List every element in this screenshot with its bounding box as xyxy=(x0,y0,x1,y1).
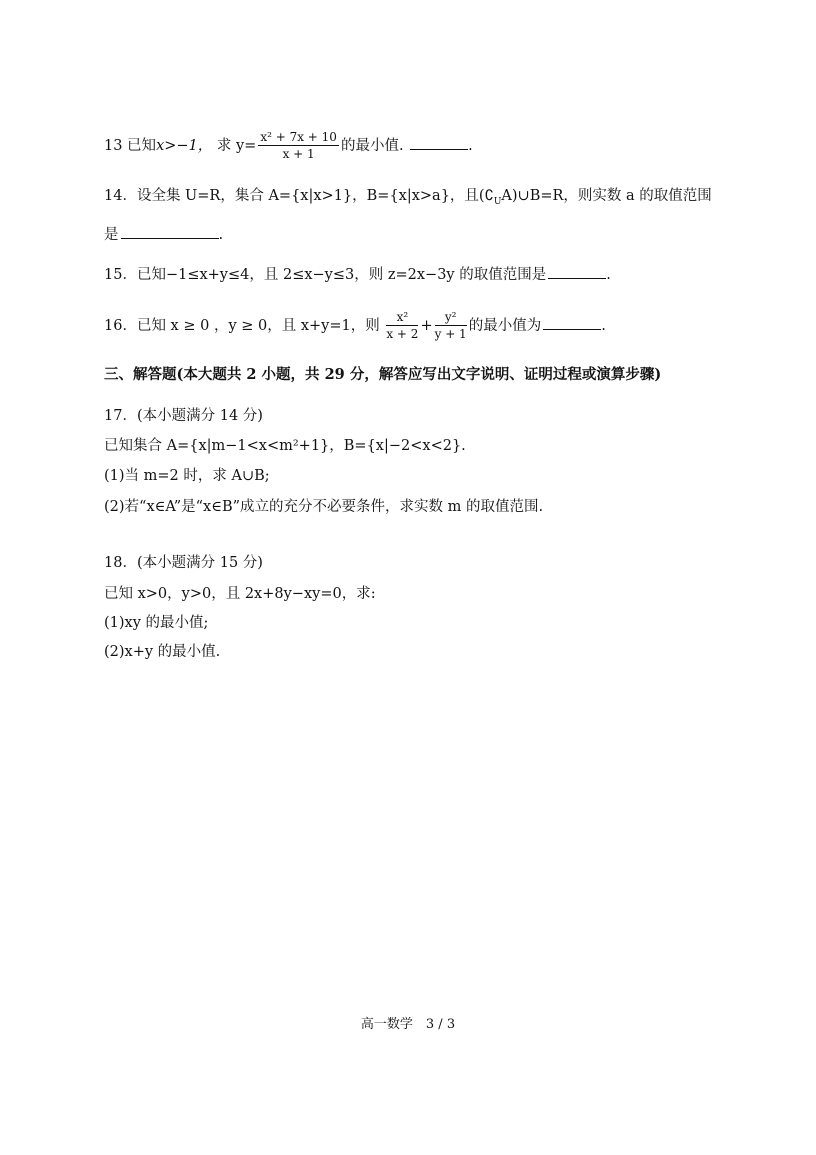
p17-line2: (1)当 m=2 时，求 A∪B; xyxy=(104,468,270,484)
p17-title: 17．(本小题满分 14 分) xyxy=(104,408,263,424)
p13-answer-blank[interactable] xyxy=(410,135,468,150)
p13-denominator: x + 1 xyxy=(282,147,315,161)
p16-answer-blank[interactable] xyxy=(543,315,601,330)
p16-plus: + xyxy=(420,318,433,334)
p14-text: 14．设全集 U=R，集合 A={x|x>1}，B={x|x>a}，且(∁ xyxy=(104,188,494,204)
p16-numerator-2: y² xyxy=(435,310,467,326)
p17-line1: 已知集合 A={x|m−1<x<m²+1}，B={x|−2<x<2}. xyxy=(104,438,466,454)
p16-denominator-1: x + 2 xyxy=(386,327,419,341)
problem-16 xyxy=(104,310,606,342)
problem-14 xyxy=(104,186,712,212)
p13-fraction xyxy=(258,130,339,162)
p15-period: . xyxy=(606,267,611,283)
p13-prefix: 13 已知 xyxy=(104,138,157,154)
p14-answer-blank[interactable] xyxy=(121,224,219,239)
p13-suffix: 的最小值. xyxy=(340,138,404,154)
p18-line1: 已知 x>0，y>0，且 2x+8y−xy=0，求: xyxy=(104,586,376,602)
p14-text-cont: A)∪B=R，则实数 a 的取值范围 xyxy=(501,188,712,204)
p14-subscript: U xyxy=(493,196,502,207)
p13-condition: x>−1， xyxy=(156,138,213,154)
p13-numerator: x² + 7x + 10 xyxy=(260,130,337,144)
p16-suffix: 的最小值为 xyxy=(468,318,542,334)
p15-answer-blank[interactable] xyxy=(548,264,606,279)
p14-line2: 是 xyxy=(104,227,119,243)
problem-15 xyxy=(104,264,611,285)
p16-fraction-1 xyxy=(386,310,418,342)
page-footer: 高一数学 3 / 3 xyxy=(360,1017,456,1032)
p13-period: . xyxy=(468,138,473,154)
p15-text: 15．已知−1≤x+y≤4，且 2≤x−y≤3，则 z=2x−3y 的取值范围是 xyxy=(104,267,547,283)
p16-denominator-2: y + 1 xyxy=(434,327,467,341)
p14-period: . xyxy=(218,227,224,243)
p17-line3: (2)若“x∈A”是“x∈B”成立的充分不必要条件，求实数 m 的取值范围. xyxy=(104,499,544,515)
p18-title: 18．(本小题满分 15 分) xyxy=(104,555,263,571)
p13-ask: 求 y= xyxy=(216,138,257,154)
section-3-heading: 三、解答题(本大题共 2 小题，共 29 分，解答应写出文字说明、证明过程或演算步骤) xyxy=(104,366,662,383)
p16-period: . xyxy=(601,318,606,334)
problem-13 xyxy=(104,130,473,162)
p18-line3: (2)x+y 的最小值. xyxy=(104,644,221,660)
problem-14-line2 xyxy=(104,224,223,245)
p18-line2: (1)xy 的最小值; xyxy=(104,615,209,631)
p16-fraction-2 xyxy=(435,310,467,342)
p16-numerator-1: x² xyxy=(386,310,418,326)
p16-prefix: 16．已知 x ≥ 0 ，y ≥ 0，且 x+y=1，则 xyxy=(104,318,380,334)
